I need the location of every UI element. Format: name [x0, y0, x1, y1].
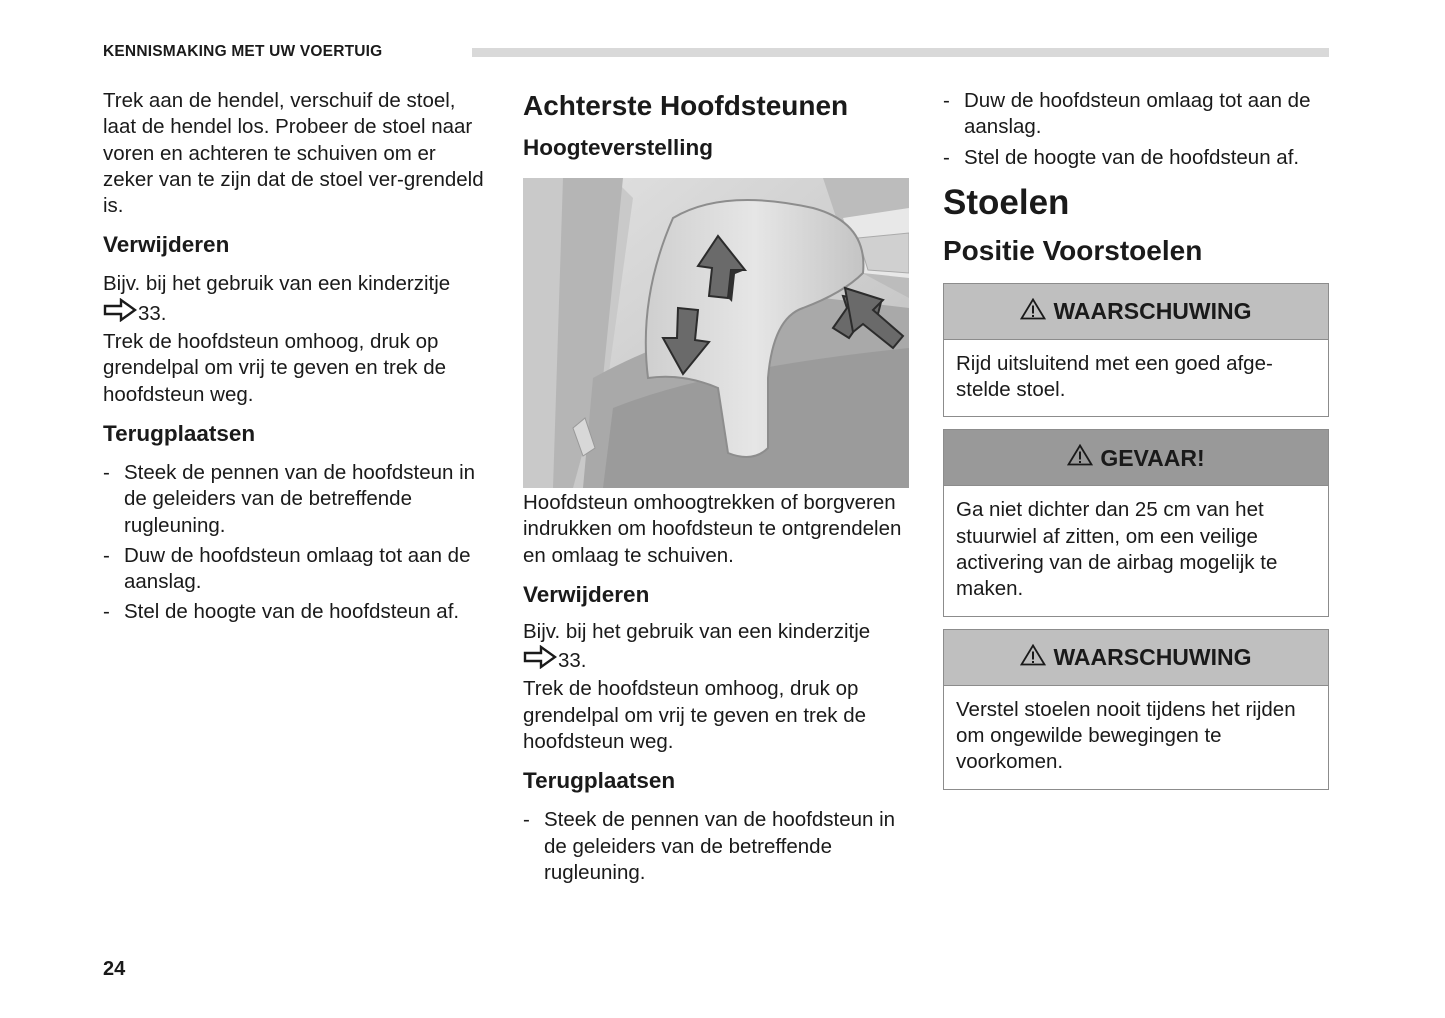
header-rule	[472, 48, 1329, 57]
figure-caption: Hoofdsteun omhoogtrekken of borgveren indrukken om hoofdsteun te ontgrendelen en omlaag te schuiven.	[523, 491, 902, 567]
column-left	[103, 88, 488, 626]
remove-reference-page[interactable]: 33.	[138, 301, 167, 325]
column-right	[943, 88, 1329, 790]
remove-paragraph: Trek de hoofdsteun omhoog, druk op grendelpal om vrij te geven en trek de hoofdsteun weg.	[523, 677, 867, 754]
warning-header	[944, 284, 1328, 340]
remove-reference-page[interactable]: 33.	[558, 649, 587, 673]
remove-reference	[523, 619, 913, 677]
headrest-adjustment-illustration-icon	[523, 178, 909, 488]
list-item: - Steek de pennen van de hoofdsteun in de geleiders van de betreffende rugleuning.	[523, 807, 913, 886]
warning-triangle-icon	[1067, 444, 1093, 471]
section-subtitle: Hoogteverstelling	[523, 135, 714, 160]
warning-triangle-icon	[1020, 298, 1046, 325]
warning-text: Verstel stoelen nooit tijdens het rijden om ongewilde bewegingen te voorkomen.	[956, 697, 1296, 774]
danger-header	[944, 430, 1328, 486]
continued-list	[943, 88, 1329, 171]
warning-box	[943, 629, 1329, 790]
chapter-title: Stoelen	[943, 182, 1070, 222]
replace-list	[103, 460, 488, 626]
replace-list	[523, 807, 913, 886]
section-title: Achterste Hoofdsteunen	[523, 90, 849, 121]
list-item: - Steek de pennen van de hoofdsteun in de geleiders van de betreffende rugleuning.	[103, 460, 488, 539]
column-middle	[523, 88, 913, 886]
danger-text: Ga niet dichter dan 25 cm van het stuurwiel af zitten, om een veilige activering van de airbag mogelijk te maken.	[956, 498, 1278, 601]
danger-label: GEVAAR!	[1100, 444, 1205, 471]
list-item: - Stel de hoogte van de hoofdsteun af.	[943, 145, 1329, 171]
section-title: Positie Voorstoelen	[943, 234, 1203, 266]
remove-heading: Verwijderen	[523, 581, 650, 607]
list-item: - Duw de hoofdsteun omlaag tot aan de aanslag.	[943, 88, 1329, 141]
list-item: - Duw de hoofdsteun omlaag tot aan de aanslag.	[103, 543, 488, 596]
warning-triangle-icon	[1020, 644, 1046, 671]
running-header: KENNISMAKING MET UW VOERTUIG	[103, 43, 383, 60]
page-reference-arrow-icon	[103, 298, 137, 329]
page-reference-arrow-icon	[523, 645, 557, 676]
replace-heading: Terugplaatsen	[523, 768, 676, 794]
replace-heading: Terugplaatsen	[103, 420, 256, 446]
warning-box	[943, 283, 1329, 418]
remove-reference-text: Bijv. bij het gebruik van een kinderzitje	[523, 619, 871, 643]
danger-box	[943, 429, 1329, 616]
remove-heading: Verwijderen	[103, 232, 230, 258]
warning-text: Rijd uitsluitend met een goed afge-stelde stoel.	[956, 351, 1273, 402]
warning-header	[944, 630, 1328, 686]
remove-reference	[103, 271, 488, 329]
remove-paragraph: Trek de hoofdsteun omhoog, druk op grendelpal om vrij te geven en trek de hoofdsteun weg.	[103, 330, 447, 406]
list-item: - Stel de hoogte van de hoofdsteun af.	[103, 599, 488, 625]
remove-reference-text: Bijv. bij het gebruik van een kinderzitje	[103, 272, 451, 296]
intro-paragraph: Trek aan de hendel, verschuif de stoel, laat de hendel los. Probeer de stoel naar voren en achteren te schuiven om er zeker van te zijn dat de stoel ver-grendeld is.	[103, 89, 484, 218]
headrest-figure	[523, 178, 913, 488]
page-number: 24	[103, 958, 126, 980]
warning-label: WAARSCHUWING	[1053, 644, 1252, 671]
warning-label: WAARSCHUWING	[1053, 298, 1252, 325]
